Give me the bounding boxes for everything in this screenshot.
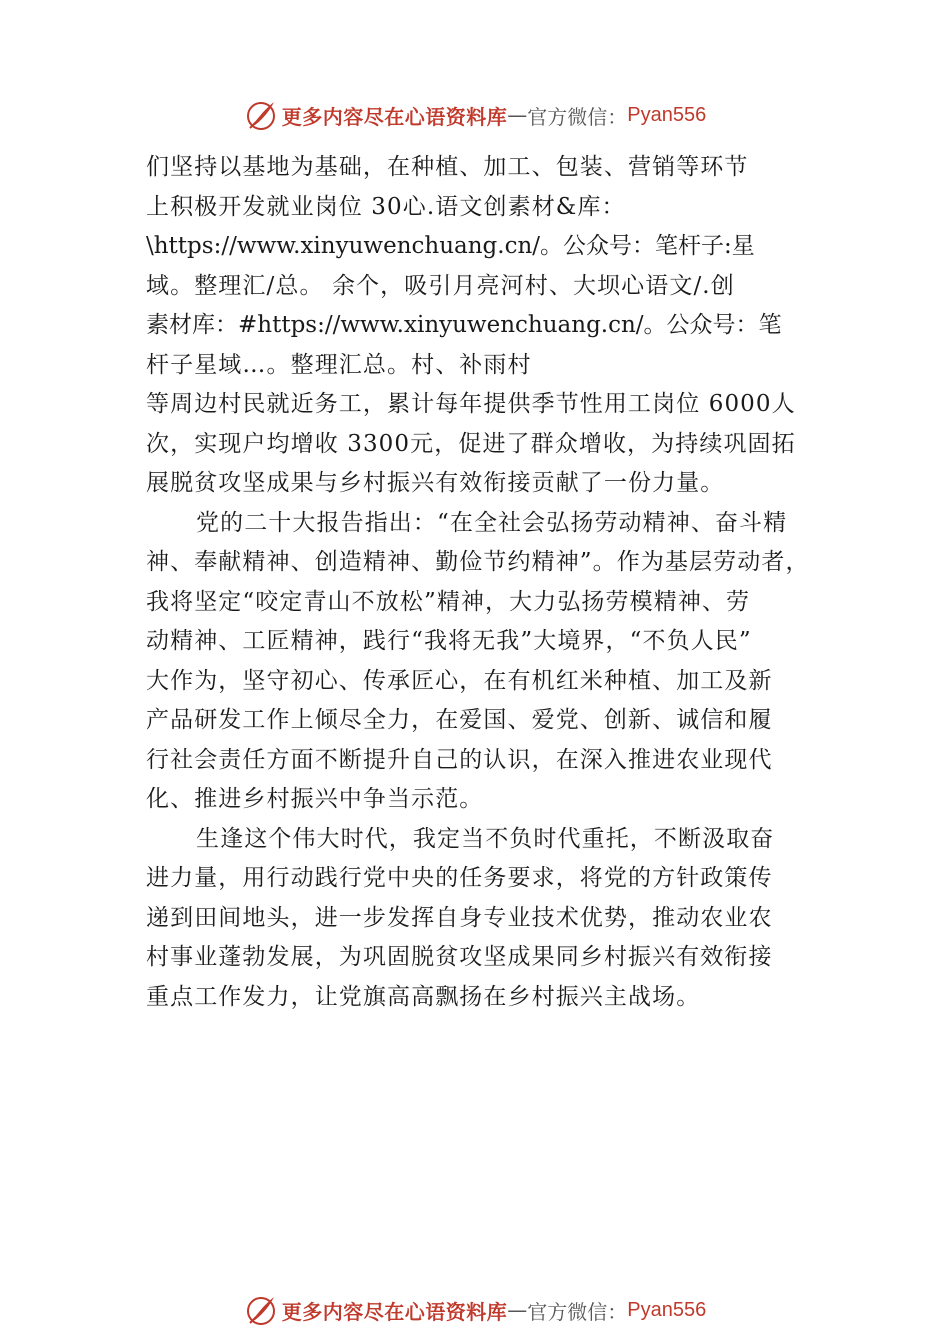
body-line: 次，实现户均增收 3300元，促进了群众增收，为持续巩固拓 bbox=[146, 430, 796, 457]
banner-brand: 更多内容尽在心语资料库 bbox=[281, 104, 508, 129]
header-banner bbox=[0, 95, 950, 135]
banner-handle: Pyan556 bbox=[627, 103, 707, 126]
body-line: 重点工作发力，让党旗高高飘扬在乡村振兴主战场。 bbox=[146, 983, 701, 1010]
body-line: 大作为，坚守初心、传承匠心，在有机红米种植、加工及新 bbox=[146, 667, 773, 694]
banner-dash: — bbox=[507, 103, 528, 127]
banner-official: 官方微信： bbox=[527, 104, 628, 129]
body-line: 我将坚定“咬定青山不放松”精神，大力弘扬劳模精神、劳 bbox=[146, 588, 751, 615]
body-line: 展脱贫攻坚成果与乡村振兴有效衔接贡献了一份力量。 bbox=[146, 470, 725, 496]
footer-banner bbox=[0, 1290, 950, 1330]
body-line: 行社会责任方面不断提升自己的认识，在深入推进农业现代 bbox=[146, 746, 773, 773]
paragraph-start-line: 党的二十大报告指出：“在全社会弘扬劳动精神、奋斗精 bbox=[196, 509, 788, 536]
body-line: 杆子星域…。整理汇总。村、补雨村 bbox=[146, 351, 532, 378]
body-line: 递到田间地头，进一步发挥自身专业技术优势，推动农业农 bbox=[146, 904, 773, 931]
body-line: 进力量，用行动践行党中央的任务要求，将党的方针政策传 bbox=[146, 865, 773, 891]
body-line: \https://www.xinyuwenchuang.cn/。公众号：笔杆子:星 bbox=[146, 233, 755, 259]
body-line: 神、奉献精神、创造精神、勤俭节约精神”。作为基层劳动者， bbox=[146, 549, 810, 575]
body-line: 产品研发工作上倾尽全力，在爱国、爱党、创新、诚信和履 bbox=[146, 707, 773, 733]
body-line: 化、推进乡村振兴中争当示范。 bbox=[146, 786, 484, 812]
body-line: 村事业蓬勃发展，为巩固脱贫攻坚成果同乡村振兴有效衔接 bbox=[146, 944, 773, 970]
body-line: 域。整理汇/总。 余个，吸引月亮河村、大坝心语文/.创 bbox=[146, 272, 735, 299]
body-line: 等周边村民就近务工，累计每年提供季节性用工岗位 6000人 bbox=[146, 391, 796, 417]
body-line: 们坚持以基地为基础，在种植、加工、包装、营销等环节 bbox=[146, 154, 749, 180]
body-line: 素材库：#https://www.xinyuwenchuang.cn/。公众号：笔 bbox=[146, 312, 782, 338]
body-line: 动精神、工匠精神，践行“我将无我”大境界，“不负人民” bbox=[146, 628, 752, 654]
paragraph-start-line: 生逢这个伟大时代，我定当不负时代重托，不断汲取奋 bbox=[196, 825, 775, 852]
banner-dash: — bbox=[507, 1298, 528, 1322]
banner-handle: Pyan556 bbox=[627, 1298, 707, 1321]
banner-brand: 更多内容尽在心语资料库 bbox=[281, 1299, 508, 1324]
document-body bbox=[146, 148, 808, 1017]
quill-pen-circle-logo-icon bbox=[244, 1293, 278, 1327]
banner-official: 官方微信： bbox=[527, 1299, 628, 1324]
quill-pen-circle-logo-icon bbox=[244, 98, 278, 132]
body-line: 上积极开发就业岗位 30心.语文创素材&库： bbox=[146, 193, 626, 220]
